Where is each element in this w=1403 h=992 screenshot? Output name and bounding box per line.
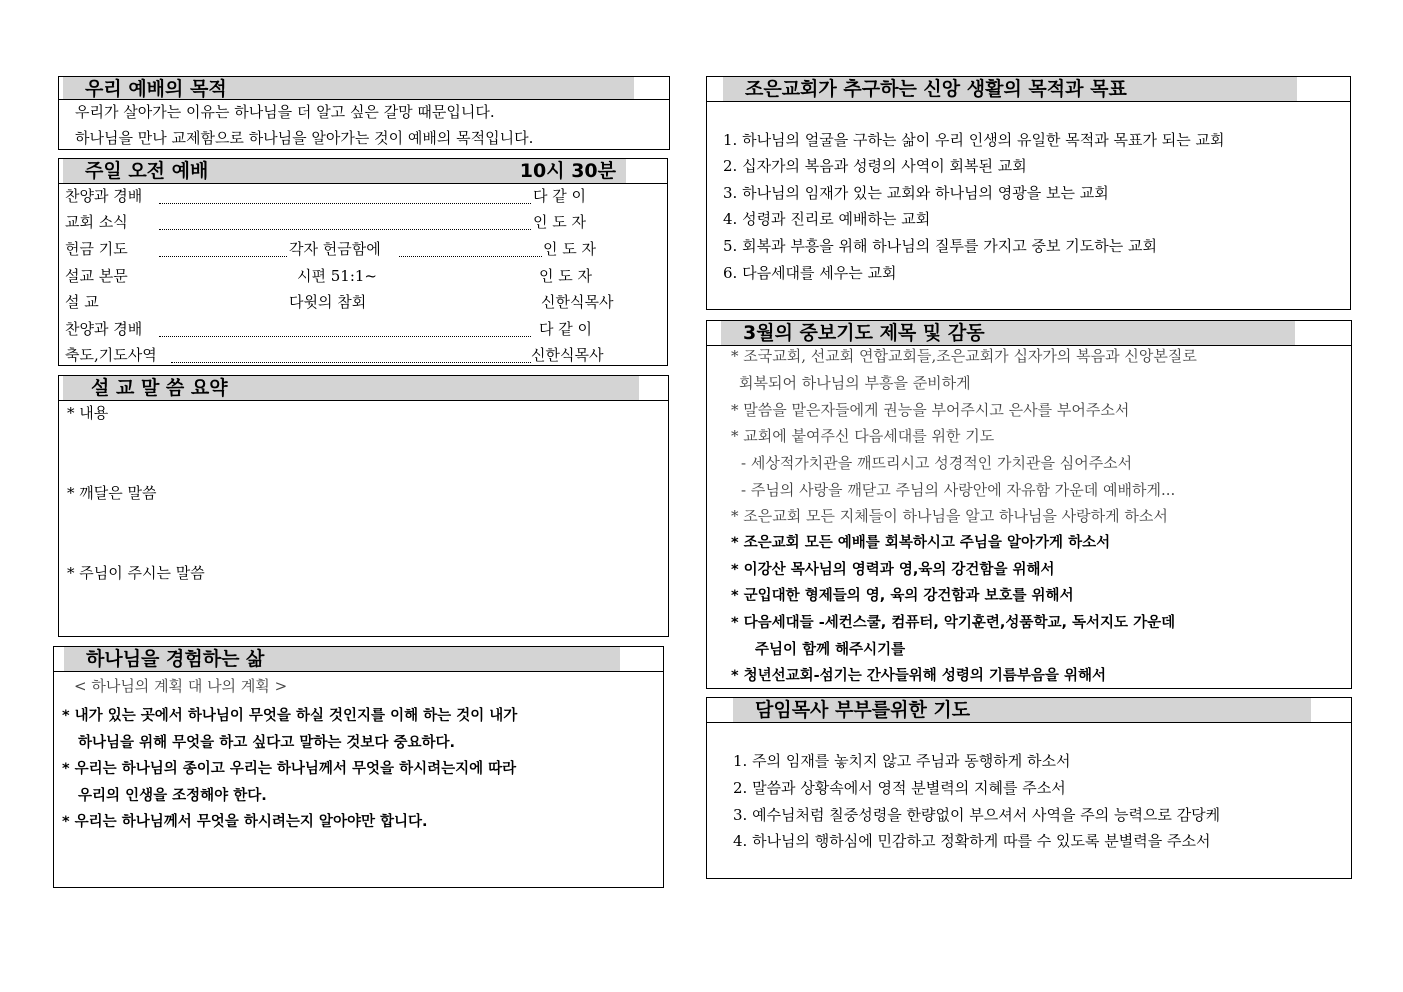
pastor-prayer-item: 4. 하나님의 행하심에 민감하고 정확하게 따를 수 있도록 분별력을 주소서 [733,832,1211,850]
pastor-prayer-item: 1. 주의 임재를 놓치지 않고 주님과 동행하게 하소서 [733,752,1071,770]
intercession-section [706,320,1352,689]
service-title: 주일 오전 예배 [85,160,209,182]
order-leader: 다 같 이 [533,187,587,205]
prayer-line: 회복되어 하나님의 부흥을 준비하게 [739,374,971,392]
experience-line: * 우리는 하나님의 종이고 우리는 하나님께서 무엇을 하시려는지에 따라 [62,761,517,777]
service-time: 10시 30분 [519,160,616,182]
order-leader: 인 도 자 [543,240,597,258]
church-goals-section [706,76,1351,310]
order-leader: 신한식목사 [531,346,604,364]
section-title: 조은교회가 추구하는 신앙 생활의 목적과 목표 [723,77,1297,101]
section-title: 3월의 중보기도 제목 및 감동 [721,321,1295,345]
sermon-item: * 주님이 주시는 말씀 [67,564,205,582]
experiencing-god-section [53,646,664,888]
prayer-line: * 조은교회 모든 예배를 회복하시고 주님을 알아가게 하소서 [731,535,1111,551]
order-leader: 신한식목사 [541,293,614,311]
worship-purpose-section [58,76,670,150]
order-label: 교회 소식 [65,213,128,231]
prayer-line: * 말씀을 맡은자들에게 권능을 부어주시고 은사를 부어주소서 [731,401,1130,419]
prayer-line: * 청년선교회-섬기는 간사들위해 성령의 기름부음을 위해서 [731,668,1107,684]
pastor-prayer-section [706,697,1352,879]
pastor-prayer-item: 3. 예수님처럼 칠중성령을 한량없이 부으셔서 사역을 주의 능력으로 감당케 [733,806,1221,824]
prayer-line: - 세상적가치관을 깨뜨리시고 성경적인 가치관을 심어주소서 [741,454,1133,472]
prayer-line: * 군입대한 형제들의 영, 육의 강건함과 보호를 위해서 [731,588,1074,604]
section-title: 하나님을 경험하는 삶 [64,647,620,671]
goal-item: 1. 하나님의 얼굴을 구하는 삶이 우리 인생의 유일한 목적과 목표가 되는 교회 [723,131,1225,149]
order-label: 찬양과 경배 [65,320,143,338]
section-title: 설 교 말 씀 요약 [63,376,639,400]
purpose-line: 하나님을 만나 교제함으로 하나님을 알아가는 것이 예배의 목적입니다. [75,129,534,147]
sermon-item: * 깨달은 말씀 [67,484,157,502]
prayer-line: * 이강산 목사님의 영력과 영,육의 강건함을 위해서 [731,562,1055,578]
order-detail: 시편 51:1~ [297,267,378,285]
prayer-line: * 조국교회, 선교회 연합교회들,조은교회가 십자가의 복음과 신앙본질로 [731,347,1197,365]
order-label: 설 교 [65,293,99,311]
order-detail: 다윗의 참회 [289,293,367,311]
section-title: 우리 예배의 목적 [63,77,634,99]
order-detail: 각자 헌금함에 [289,240,381,258]
section-title [63,159,626,183]
experience-line: 우리의 인생을 조정해야 한다. [78,788,267,804]
order-label: 축도,기도사역 [65,346,157,364]
goal-item: 4. 성령과 진리로 예배하는 교회 [723,210,931,228]
order-leader: 인 도 자 [539,267,593,285]
prayer-line: 주님이 함께 해주시기를 [755,642,906,658]
pastor-prayer-item: 2. 말씀과 상황속에서 영적 분별력의 지혜를 주소서 [733,779,1066,797]
goal-item: 3. 하나님의 임재가 있는 교회와 하나님의 영광을 보는 교회 [723,184,1109,202]
order-label: 설교 본문 [65,267,128,285]
goal-item: 6. 다음세대를 세우는 교회 [723,264,897,282]
sermon-item: * 내용 [67,404,109,422]
sunday-service-section [58,158,668,366]
prayer-line: - 주님의 사랑을 깨닫고 주님의 사랑안에 자유함 가운데 예배하게... [741,481,1176,499]
section-title: 담임목사 부부를위한 기도 [733,698,1311,722]
order-leader: 인 도 자 [533,213,587,231]
goal-item: 2. 십자가의 복음과 성령의 사역이 회복된 교회 [723,157,1027,175]
experience-line: * 내가 있는 곳에서 하나님이 무엇을 하실 것인지를 이해 하는 것이 내가 [62,708,518,724]
order-label: 헌금 기도 [65,240,128,258]
prayer-line: * 조은교회 모든 지체들이 하나님을 알고 하나님을 사랑하게 하소서 [731,507,1168,525]
order-label: 찬양과 경배 [65,187,143,205]
experience-subtitle: < 하나님의 계획 대 나의 계획 > [74,677,288,695]
experience-line: 하나님을 위해 무엇을 하고 싶다고 말하는 것보다 중요하다. [78,735,456,751]
order-leader: 다 같 이 [539,320,593,338]
prayer-line: * 다음세대들 -세컨스쿨, 컴퓨터, 악기훈련,성품학교, 독서지도 가운데 [731,615,1176,631]
experience-line: * 우리는 하나님께서 무엇을 하시려는지 알아야만 합니다. [62,814,428,830]
sermon-summary-section [58,375,669,637]
purpose-line: 우리가 살아가는 이유는 하나님을 더 알고 싶은 갈망 때문입니다. [75,103,495,121]
prayer-line: * 교회에 붙여주신 다음세대를 위한 기도 [731,427,995,445]
goal-item: 5. 회복과 부흥을 위해 하나님의 질투를 가지고 중보 기도하는 교회 [723,237,1157,255]
